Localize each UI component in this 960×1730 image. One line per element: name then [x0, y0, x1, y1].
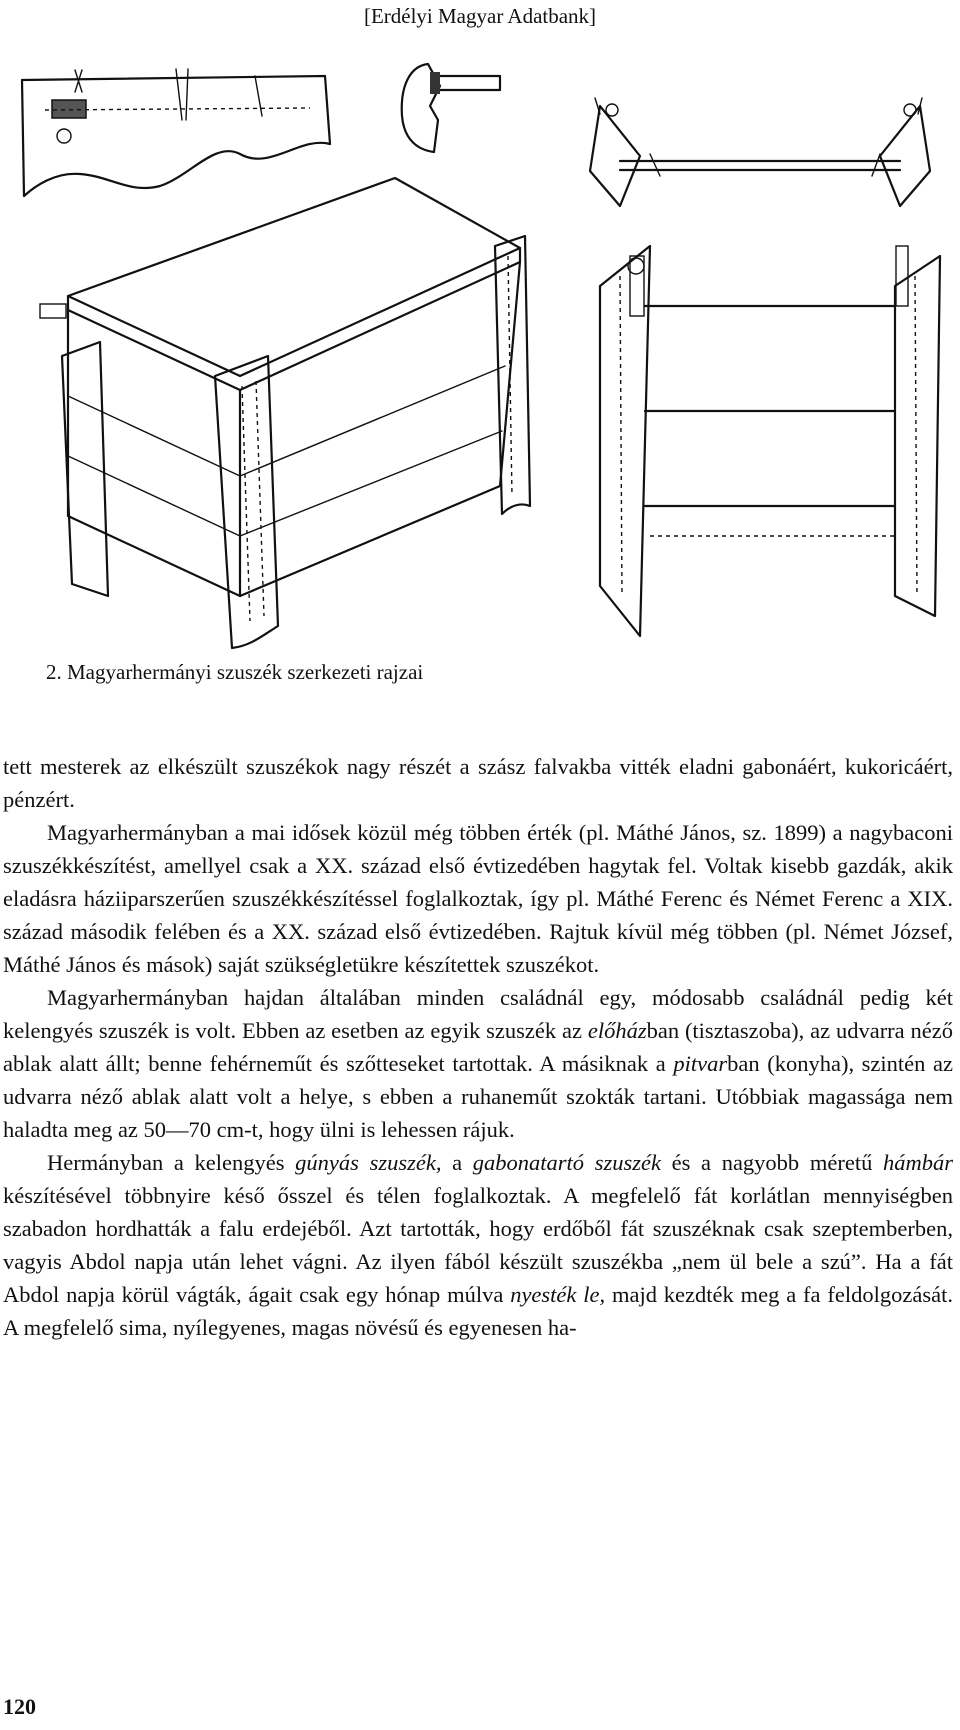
text-segment: készítésével többnyire késő ősszel és télen foglalkoztak. A megfelelő fát korlátlan mennyiségben szabadon hordhatták a falu erdejéből. Azt tartották, hogy erdőből fát szuszéknak csak szeptemberben, vagyis Abdol napja után lehet vágni. Az ilyen fából készült szuszékba „nem ül bele a szú”. Ha a fát Abdol napja körül vágták, ágait csak egy hónap múlva	[3, 1183, 953, 1307]
italic-term: hámbár	[883, 1150, 954, 1175]
italic-term: pitvar	[673, 1051, 728, 1076]
peg-detail	[402, 64, 500, 152]
page-number: 120	[3, 1694, 36, 1719]
paragraph	[3, 981, 953, 1146]
front-frame	[600, 246, 940, 636]
paragraph	[3, 816, 953, 981]
structural-drawing-figure	[0, 36, 960, 656]
chest-perspective	[40, 178, 530, 648]
text-segment: a	[441, 1150, 473, 1175]
text-segment: tett mesterek az elkészült szuszékok nagy részét a szász falvakba vitték eladni gabonáért, kukoricáért, pénzért.	[3, 754, 953, 812]
text-segment: Hermányban a kelengyés	[47, 1150, 296, 1175]
text-segment: ban (konyha), szintén az udvarra néző ablak alatt volt a helye, s ebben a ruhaneműt szokták tartani. Utóbbiak magassága nem haladta meg az 50—70 cm-t, hogy ülni is lehessen rájuk.	[3, 1051, 953, 1142]
italic-term: gúnyás szuszék,	[295, 1150, 442, 1175]
side-plank-detail	[22, 69, 330, 196]
figure-caption: 2. Magyarhermányi szuszék szerkezeti rajzai	[46, 660, 424, 684]
italic-term: gabonatartó szuszék	[472, 1150, 661, 1175]
text-segment: Magyarhermányban a mai idősek közül még többen érték (pl. Máthé János, sz. 1899) a nagybaconi szuszékkészítést, amellyel csak a XX. század első évtizedében hagytak fel. Voltak kisebb gazdák, akik eladásra háziiparszerűen szuszékkészítéssel foglalkoztak, így pl. Máthé Ferenc és Német Ferenc a XIX. század második felében és a XX. század első évtizedében. Rajtuk kívül még többen (pl. Német József, Máthé János és mások) saját szükségletükre készítettek szuszékot.	[3, 820, 953, 977]
italic-term: előház	[587, 1018, 647, 1043]
body-text	[3, 750, 953, 1344]
source-header: [Erdélyi Magyar Adatbank]	[363, 4, 597, 28]
text-segment: Magyarhermányban hajdan általában minden családnál egy, módosabb családnál pedig két kelengyés szuszék is volt. Ebben az esetben az egyik szuszék az	[3, 985, 953, 1043]
text-segment: majd kezdték meg a fa feldolgozását. A megfelelő sima, nyílegyenes, magas növésű és egyenesen ha-	[3, 1282, 953, 1340]
paragraph	[3, 750, 953, 816]
paragraph	[3, 1146, 953, 1344]
chest-drawings	[0, 36, 960, 656]
text-segment: ban (tisztaszoba), az udvarra néző ablak alatt állt; benne fehérneműt és szőtteseket tartottak. A másiknak a	[3, 1018, 953, 1076]
hinge-detail	[590, 98, 930, 206]
text-segment: és a nagyobb méretű	[660, 1150, 883, 1175]
italic-term: nyesték le,	[510, 1282, 606, 1307]
